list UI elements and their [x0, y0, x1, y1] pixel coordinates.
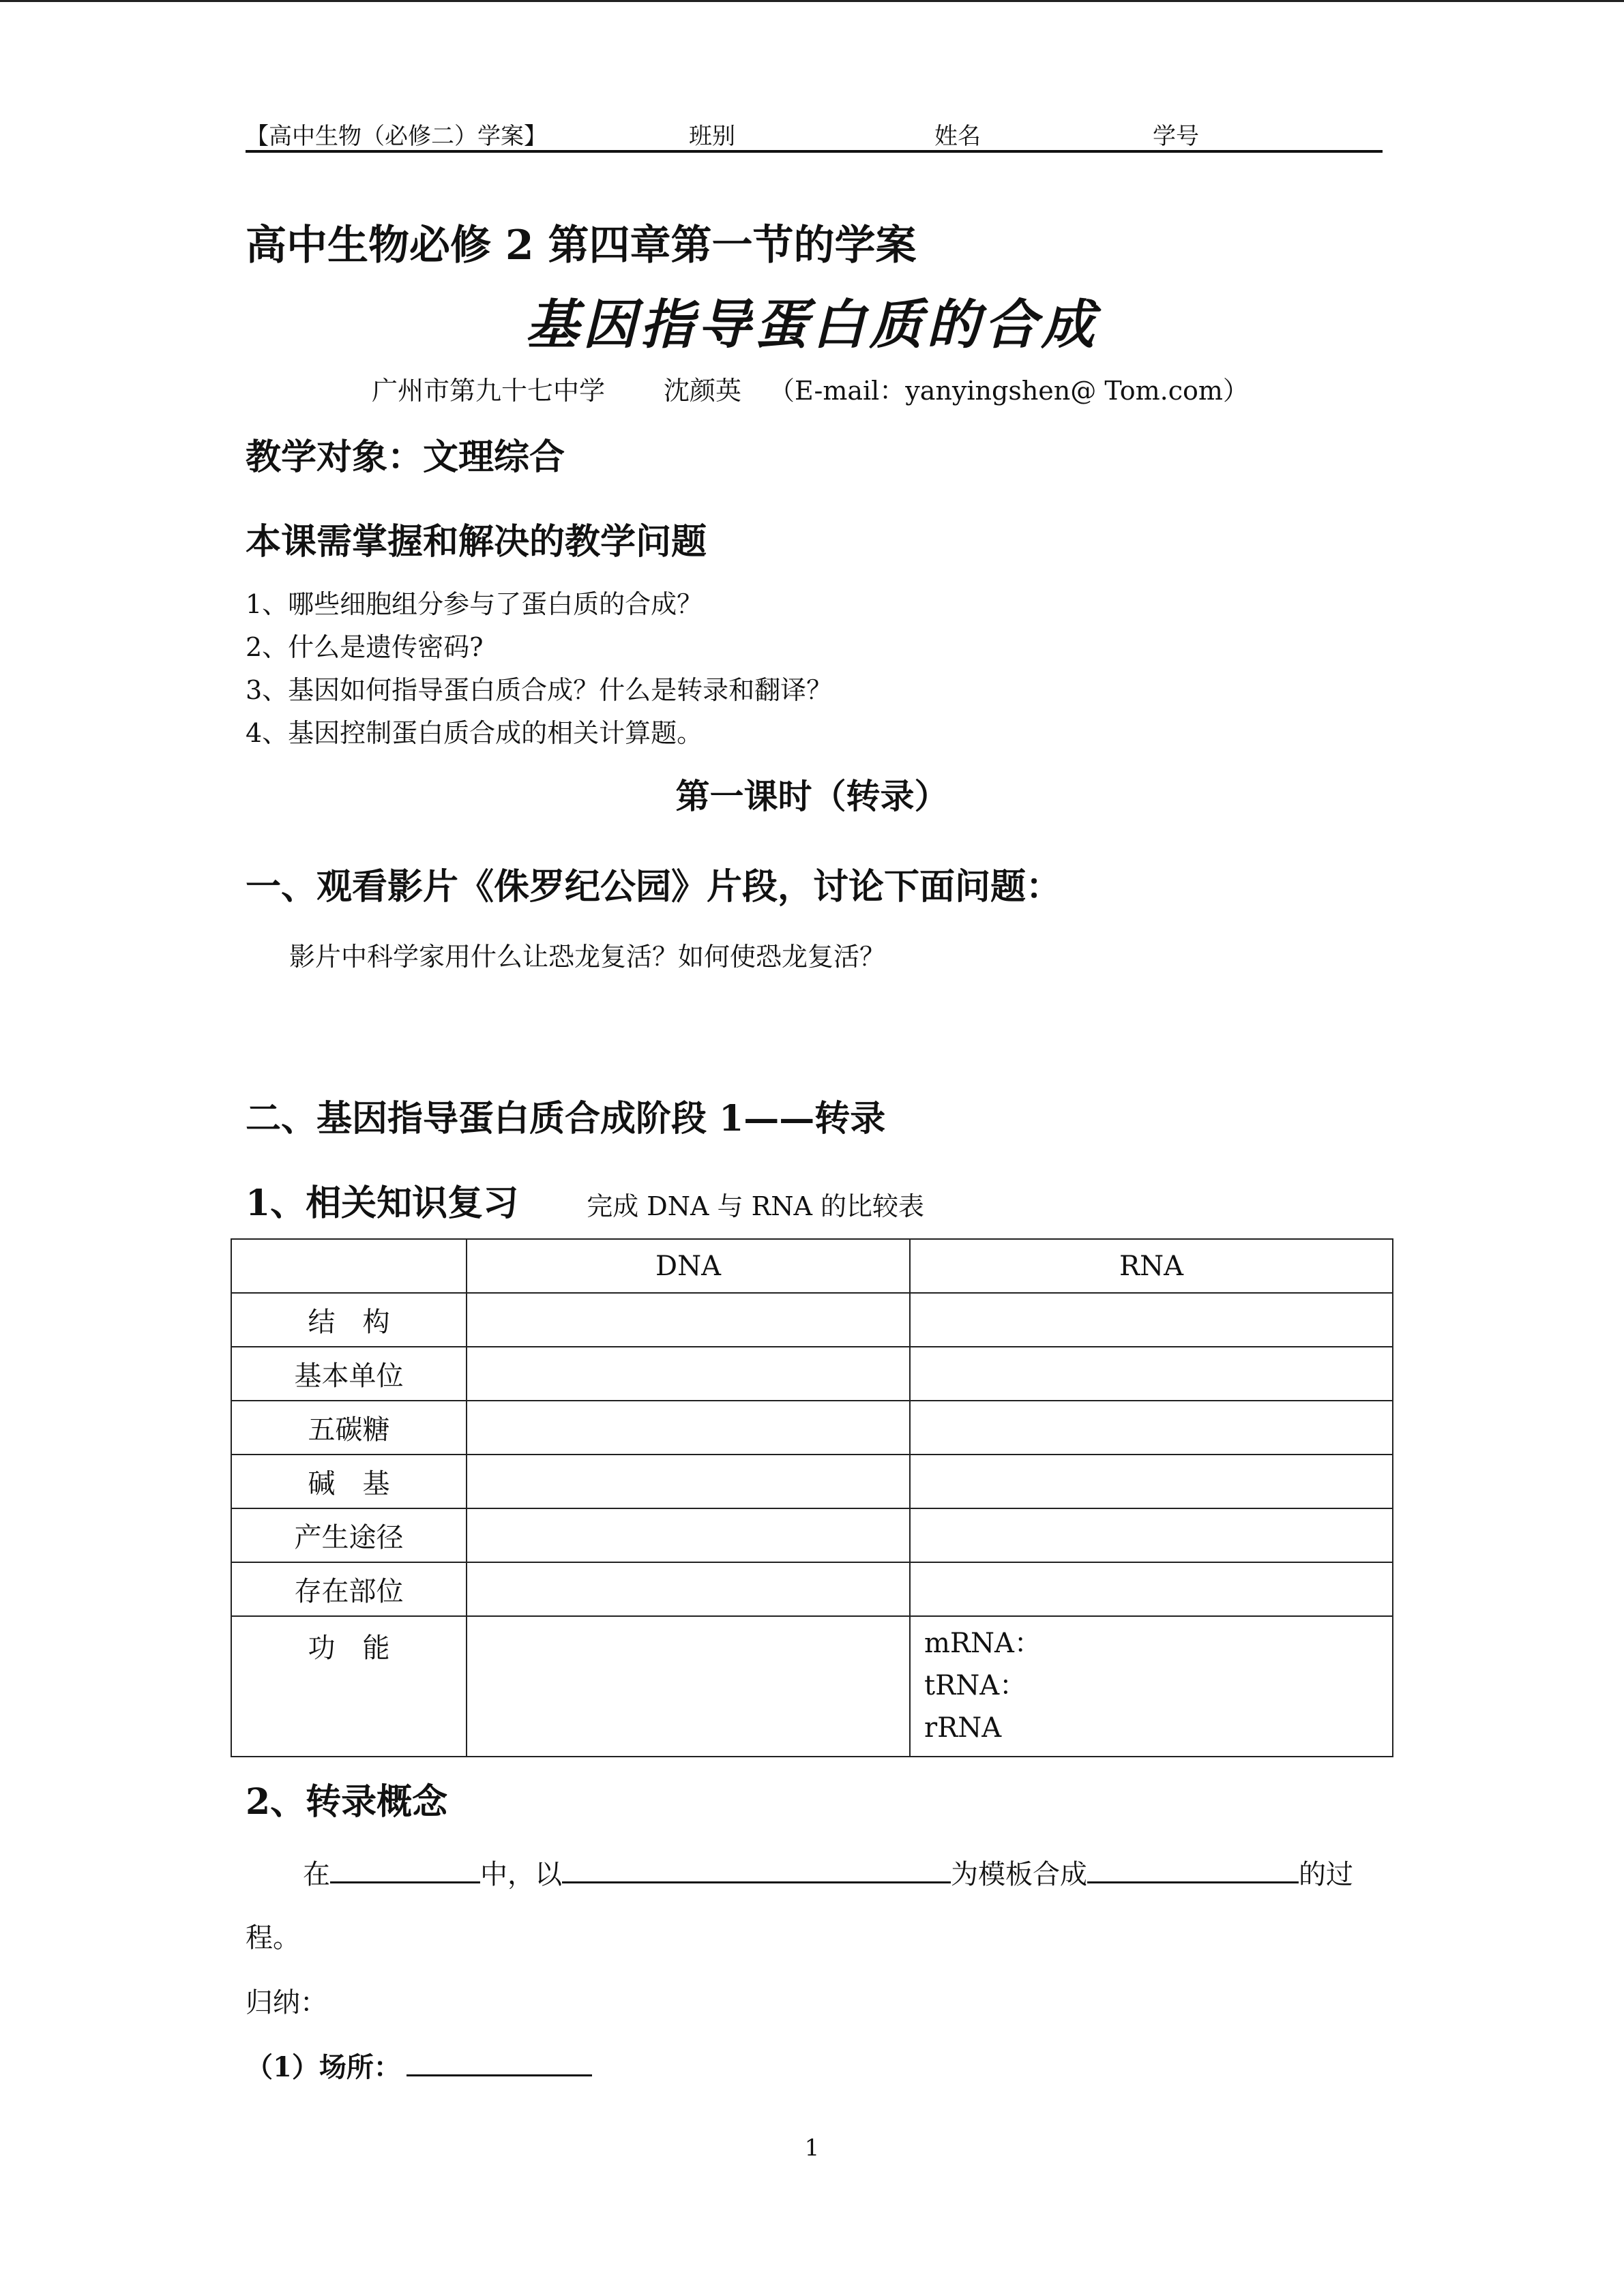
problems-heading: 本课需掌握和解决的教学问题	[246, 521, 707, 563]
table-row	[231, 1562, 1393, 1616]
summary-label: 归纳：	[246, 1987, 327, 2018]
rna-function-line: tRNA：	[924, 1670, 1027, 1701]
dna-cell[interactable]	[467, 1562, 910, 1616]
rna-cell[interactable]	[910, 1508, 1393, 1562]
blank-field[interactable]	[407, 2047, 592, 2076]
section1-question: 影片中科学家用什么让恐龙复活？如何使恐龙复活？	[289, 942, 886, 972]
row-label: 碱 基	[231, 1455, 467, 1508]
table-row	[231, 1293, 1393, 1347]
dna-cell[interactable]	[467, 1347, 910, 1401]
dna-rna-comparison-table	[231, 1238, 1393, 1757]
concept-heading: 2、转录概念	[246, 1781, 448, 1823]
author-name: 沈颜英	[664, 376, 742, 406]
sub1-note: 完成 DNA 与 RNA 的比较表	[587, 1191, 924, 1221]
table-row	[231, 1508, 1393, 1562]
dna-cell[interactable]	[467, 1401, 910, 1455]
row-label: 五碳糖	[231, 1401, 467, 1455]
concept-sentence	[303, 1853, 1353, 1892]
author-email: （E-mail：yanyingshen@ Tom.com）	[769, 376, 1249, 406]
table-row	[231, 1455, 1393, 1508]
section1-heading: 一、观看影片《侏罗纪公园》片段，讨论下面问题：	[246, 866, 1062, 908]
section2-heading: 二、基因指导蛋白质合成阶段 1——转录	[246, 1098, 886, 1139]
rna-cell[interactable]	[910, 1455, 1393, 1508]
rna-cell[interactable]	[910, 1347, 1393, 1401]
concept-text: 为模板合成	[951, 1859, 1087, 1890]
place-label: （1）场所：	[246, 2051, 401, 2083]
table-row	[231, 1401, 1393, 1455]
problem-item: 4、基因控制蛋白质合成的相关计算题。	[246, 718, 703, 748]
blank-field[interactable]	[562, 1854, 951, 1883]
page-top-border	[0, 0, 1624, 2]
rna-function-line: rRNA	[924, 1712, 1002, 1744]
blank-field[interactable]	[1087, 1854, 1299, 1883]
table-row	[231, 1347, 1393, 1401]
header-course: 【高中生物（必修二）学案】	[246, 123, 547, 150]
problem-item: 1、哪些细胞组分参与了蛋白质的合成？	[246, 589, 703, 619]
header-id-label: 学号	[1153, 123, 1199, 150]
author-line	[372, 370, 1249, 407]
concept-continuation: 程。	[246, 1922, 300, 1954]
table-header-cell	[231, 1239, 467, 1293]
rna-cell[interactable]	[910, 1562, 1393, 1616]
rna-cell[interactable]	[910, 1293, 1393, 1347]
lesson-title: 第一课时（转录）	[675, 776, 949, 816]
concept-text: 在	[303, 1859, 330, 1890]
page-number: 1	[804, 2134, 820, 2162]
row-label: 存在部位	[231, 1562, 467, 1616]
blank-field[interactable]	[330, 1854, 480, 1883]
row-label: 功 能	[231, 1616, 467, 1757]
sub1-heading: 1、相关知识复习	[246, 1182, 519, 1224]
dna-cell[interactable]	[467, 1293, 910, 1347]
document-subtitle: 基因指导蛋白质的合成	[525, 294, 1099, 356]
problem-item: 3、基因如何指导蛋白质合成？什么是转录和翻译？	[246, 675, 833, 705]
author-school: 广州市第九十七中学	[372, 376, 606, 406]
dna-cell[interactable]	[467, 1455, 910, 1508]
header-name-label: 姓名	[934, 123, 981, 150]
page-header	[246, 115, 1383, 153]
problem-item: 2、什么是遗传密码?	[246, 632, 484, 662]
row-label: 结 构	[231, 1293, 467, 1347]
row-label: 产生途径	[231, 1508, 467, 1562]
rna-function-line: mRNA：	[924, 1628, 1042, 1659]
dna-cell[interactable]	[467, 1508, 910, 1562]
rna-cell[interactable]	[910, 1401, 1393, 1455]
concept-text: 的过	[1299, 1859, 1353, 1890]
row-label: 基本单位	[231, 1347, 467, 1401]
table-row-function	[231, 1616, 1393, 1757]
audience-heading: 教学对象：文理综合	[246, 436, 565, 478]
section2-sub1	[246, 1174, 924, 1225]
concept-text: 中，以	[480, 1859, 562, 1890]
dna-cell[interactable]	[467, 1616, 910, 1757]
table-header-row	[231, 1239, 1393, 1293]
header-class-label: 班别	[689, 123, 735, 150]
table-header-rna: RNA	[910, 1239, 1393, 1293]
document-title: 高中生物必修 2 第四章第一节的学案	[246, 222, 917, 269]
place-line	[246, 2046, 592, 2085]
table-header-dna: DNA	[467, 1239, 910, 1293]
rna-function-cell[interactable]	[910, 1616, 1393, 1757]
